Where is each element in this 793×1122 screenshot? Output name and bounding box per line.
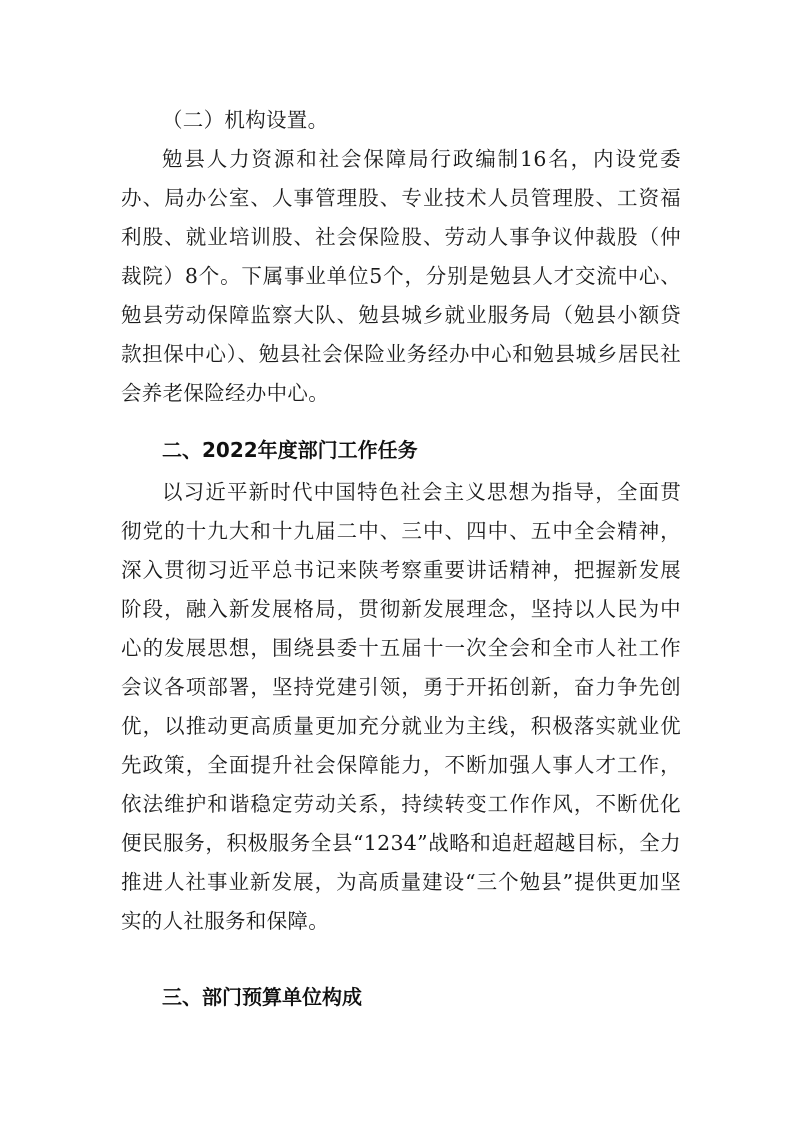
heading-annual-tasks: 二、2022年度部门工作任务 [162, 438, 418, 462]
paragraph-org-setup: 勉县人力资源和社会保障局行政编制16名，内设党委办、局办公室、人事管理股、专业技术人员管理股、工资福利股、就业培训股、社会保险股、劳动人事争议仲裁股（仲裁院）8个。下属事业单位5个，分别是勉县人才交流中心、勉县劳动保障监察大队、勉县城乡就业服务局（勉县小额贷款担保中心）、勉县社会保险业务经办中心和勉县城乡居民社会养老保险经办中心。 [121, 147, 681, 405]
paragraph-annual-tasks: 以习近平新时代中国特色社会主义思想为指导，全面贯彻党的十九大和十九届二中、三中、四中、五中全会精神，深入贯彻习近平总书记来陕考察重要讲话精神，把握新发展阶段，融入新发展格局，贯彻新发展理念，坚持以人民为中心的发展思想，围绕县委十五届十一次全会和全市人社工作会议各项部署，坚持党建引领，勇于开拓创新，奋力争先创优，以推动更高质量更加充分就业为主线，积极落实就业优先政策，全面提升社会保障能力，不断加强人事人才工作，依法维护和谐稳定劳动关系，持续转变工作作风，不断优化便民服务，积极服务全县“1234”战略和追赶超越目标，全力推进人社事业新发展，为高质量建设“三个勉县”提供更加坚实的人社服务和保障。 [121, 480, 681, 933]
subheading-org-setup: （二）机构设置。 [162, 108, 329, 132]
heading-budget-units: 三、部门预算单位构成 [162, 985, 362, 1009]
